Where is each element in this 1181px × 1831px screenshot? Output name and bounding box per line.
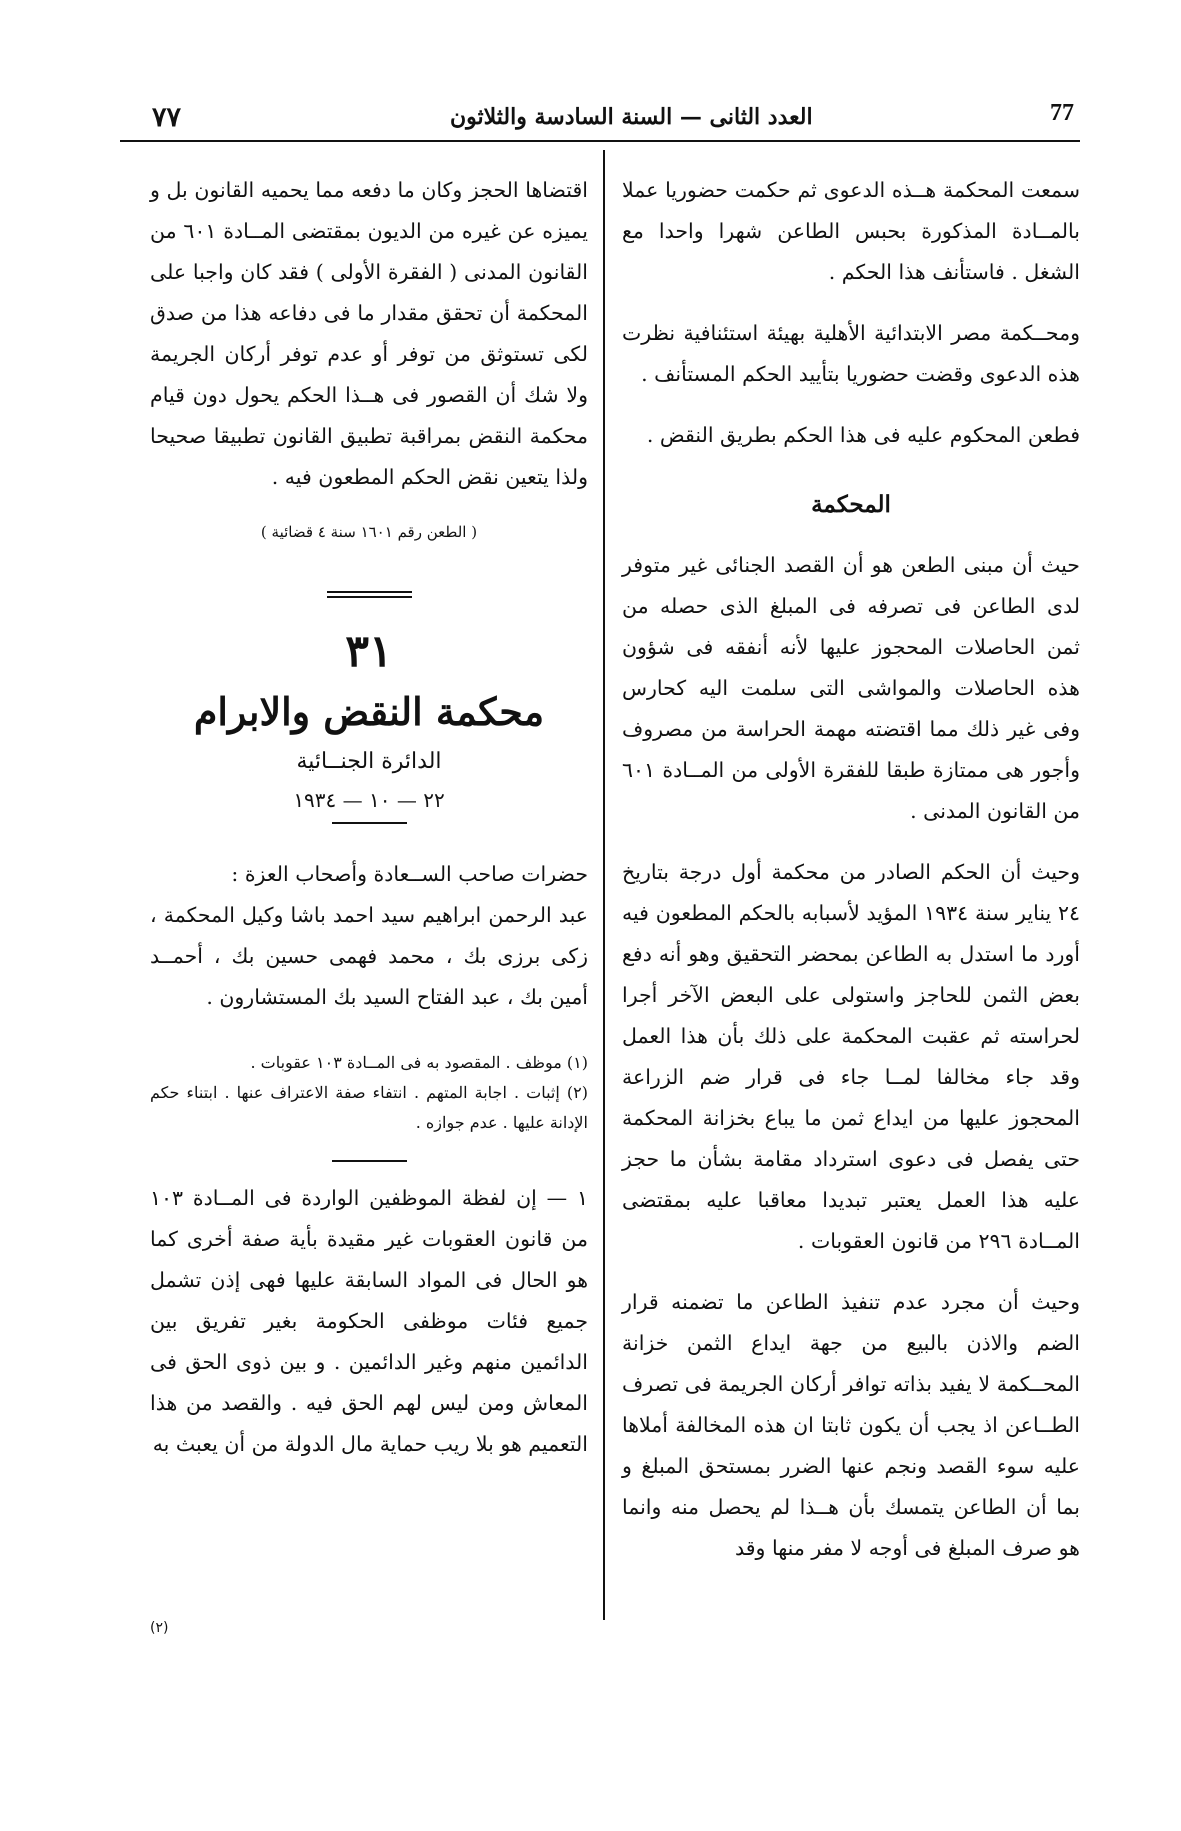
column-divider	[603, 150, 605, 1620]
paragraph-cassation-appeal: فطعن المحكوم عليه فى هذا الحكم بطريق النقض .	[646, 423, 1080, 447]
reasoning-paragraph-3: وحيث أن مجرد عدم تنفيذ الطاعن ما تضمنه قرار الضم والاذن بالبيع من جهة ايداع الثمن خزانة المحــكمة لا يفيد بذاته توافر أركان الجريمة فى تصرف الطــاعن اذ يجب أن يكون ثابتا ان هذه المخالفة أملاها عليه سوء القصد ونجم عنها الضرر بمستحق المبلغ و بما أن الطاعن يتمسك بأن هــذا لم يحصل منه وانما هو صرف المبلغ فى أوجه لا مفر منها وقد	[622, 1290, 1080, 1560]
paragraph-appeal: ومحــكمة مصر الابتدائية الأهلية بهيئة استئنافية نظرت هذه الدعوى وقضت حضوريا بتأييد الحكم المستأنف .	[622, 321, 1080, 386]
footnotes	[150, 1048, 588, 1138]
paragraph-first-instance: سمعت المحكمة هــذه الدعوى ثم حكمت حضوريا عملا بالمــادة المذكورة بحبس الطاعن شهرا واحدا مع الشغل . فاستأنف هذا الحكم .	[622, 178, 1080, 284]
court-name: محكمة النقض والابرام	[193, 689, 545, 734]
footnote-2: (٢) إثبات . اجابة المتهم . انتفاء صفة الاعتراف عنها . ابتناء حكم الإدانة عليها . عدم جوازه .	[150, 1083, 588, 1132]
right-column	[622, 170, 1080, 1569]
panel-intro: حضرات صاحب الســعادة وأصحاب العزة :	[231, 862, 588, 886]
ruling-date: ٢٢ — ١٠ — ١٩٣٤	[293, 788, 445, 812]
continuation-paragraph: اقتضاها الحجز وكان ما دفعه مما يحميه القانون بل و يميزه عن غيره من الديون بمقتضى المــادة ٦٠١ من القانون المدنى ( الفقرة الأولى ) فقد كان واجبا على المحكمة أن تحقق مقدار ما فى دفاعه هذا من صدق لكى تستوثق من توفر أو عدم توفر أركان الجريمة ولا شك أن القصور فى هــذا الحكم يحول دون قيام محكمة النقض بمراقبة تطبيق القانون تطبيقا صحيحا ولذا يتعين نقض الحكم المطعون فيه .	[150, 178, 588, 489]
signature-mark: (٢)	[150, 1620, 169, 1636]
appeal-citation: ( الطعن رقم ١٦٠١ سنة ٤ قضائية )	[260, 523, 478, 541]
page-header	[120, 96, 1080, 142]
section-heading-court: المحكمة	[811, 491, 891, 518]
page-number-arabic: ٧٧	[152, 102, 182, 133]
page-number-latin: 77	[1050, 100, 1074, 126]
rule-divider	[332, 822, 407, 824]
chamber-name: الدائرة الجنــائية	[296, 749, 442, 774]
ruling-number: ٣١	[345, 626, 393, 677]
legal-principle-1: ١ — إن لفظة الموظفين الواردة فى المــادة ١٠٣ من قانون العقوبات غير مقيدة بأية صفة أخرى كما هو الحال فى المواد السابقة عليها فهى إذن تشمل جميع فئات موظفى الحكومة بغير تفريق بين الدائمين منهم وغير الدائمين . و بين ذوى الحق فى المعاش ومن ليس لهم الحق فيه . والقصد من هذا التعميم هو بلا ريب حماية مال الدولة من أن يعبث به	[150, 1186, 588, 1456]
reasoning-paragraph-1: حيث أن مبنى الطعن هو أن القصد الجنائى غير متوفر لدى الطاعن فى تصرفه فى المبلغ الذى حصله من ثمن الحاصلات المحجوز عليها لأنه أنفقه فى شؤون هذه الحاصلات والمواشى التى سلمت اليه كحارس وفى غير ذلك مما اقتضته مهمة الحراسة من مصروف وأجور هى ممتازة طبقا للفقرة الأولى من المــادة ٦٠١ من القانون المدنى .	[622, 553, 1080, 823]
panel-members: عبد الرحمن ابراهيم سيد احمد باشا وكيل المحكمة ، زكى برزى بك ، محمد فهمى حسين بك ، أحمــد أمين بك ، عبد الفتاح السيد بك المستشارون .	[150, 903, 588, 1009]
reasoning-paragraph-2: وحيث أن الحكم الصادر من محكمة أول درجة بتاريخ ٢٤ يناير سنة ١٩٣٤ المؤيد لأسبابه بالحكم المطعون فيه أورد ما استدل به الطاعن بمحضر التحقيق وهو أنه دفع بعض الثمن للحاجز واستولى على البعض الآخر أجرا لحراسته ثم عقبت المحكمة على ذلك بأن هذا العمل وقد جاء مخالفا لمــا جاء فى قرار ضم الزراعة المحجوز عليها من ايداع ثمن ما يباع بخزانة المحكمة حتى يفصل فى دعوى استرداد مقامة بشأن ما حجز عليه هذا العمل يعتبر تبديدا معاقبا عليه بمقتضى المــادة ٢٩٦ من قانون العقوبات .	[622, 860, 1080, 1253]
rule-divider-footnotes	[332, 1160, 407, 1162]
left-column	[150, 170, 588, 1465]
footnote-1: (١) موظف . المقصود به فى المــادة ١٠٣ عقوبات .	[250, 1053, 588, 1072]
running-title: العدد الثانى — السنة السادسة والثلاثون	[450, 104, 813, 130]
double-rule-divider	[327, 591, 412, 598]
